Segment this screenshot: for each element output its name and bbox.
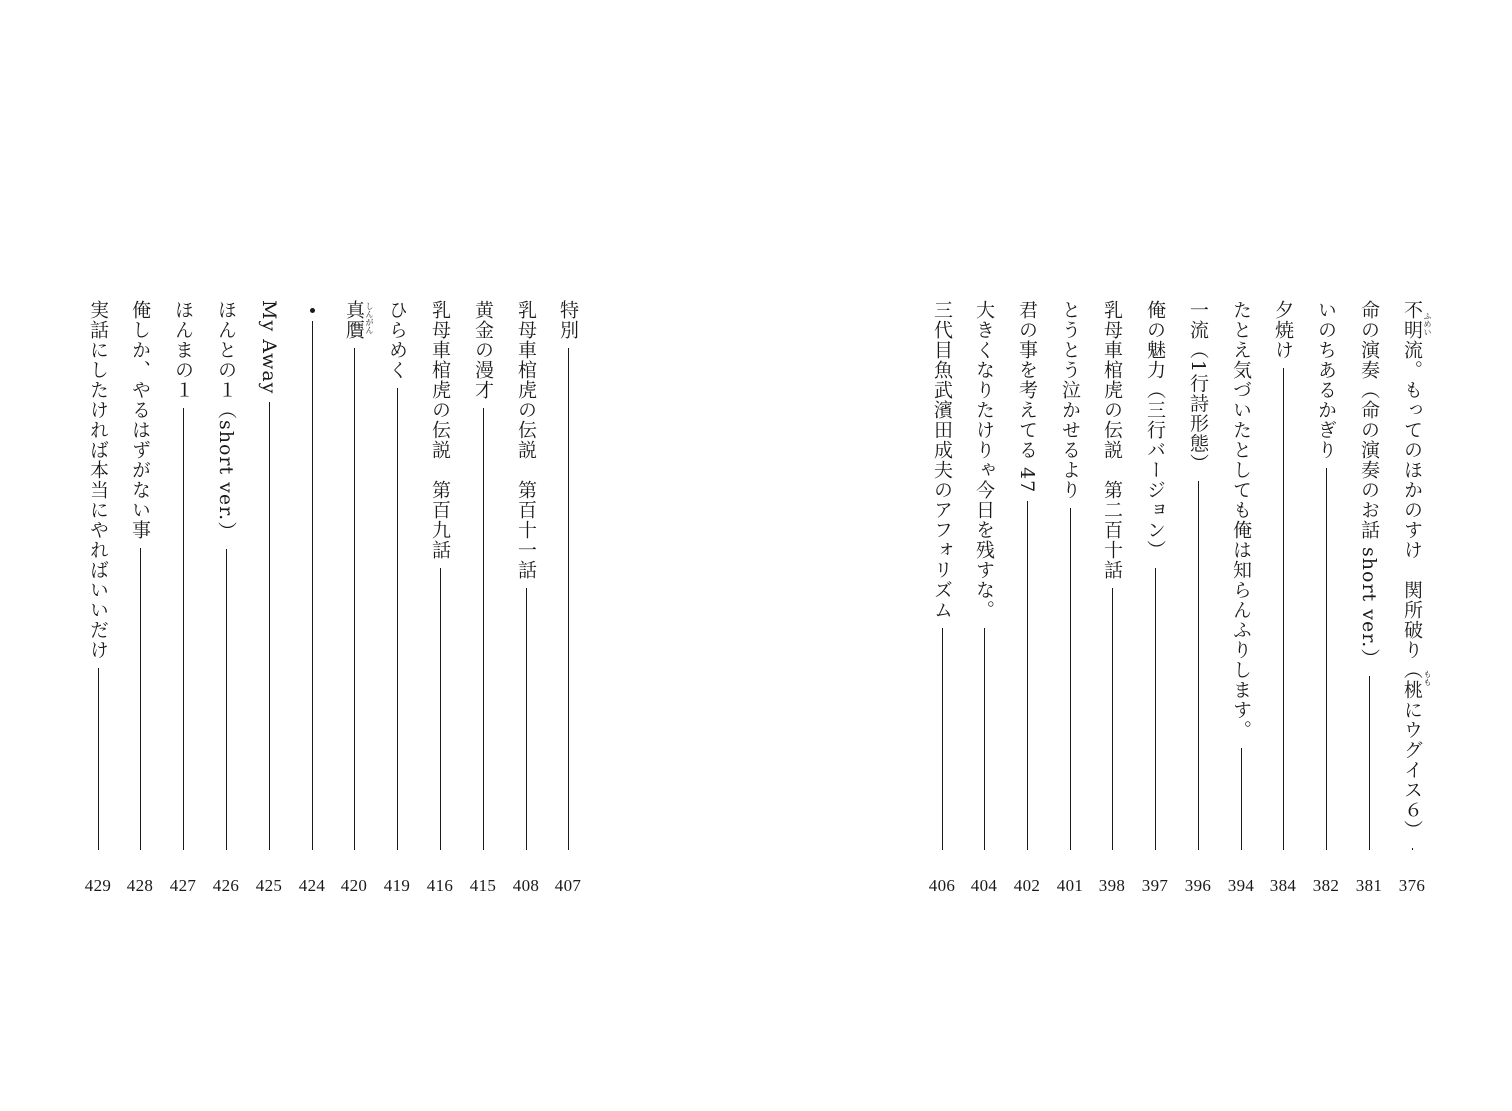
entry-page-number: 376 [1398,876,1426,895]
leader-line [526,588,527,850]
entry-page-number: 427 [169,876,197,895]
toc-entry[interactable] [120,300,160,900]
leader-line [483,408,484,850]
entry-page-number: 424 [298,876,326,895]
toc-entry[interactable] [78,300,118,900]
leader-line [1198,481,1199,850]
leader-line [1241,748,1242,850]
leader-line [397,388,398,850]
entry-page-number: 425 [255,876,283,895]
leader-line [226,549,227,850]
entry-title: たとえ気づいたとしても俺は知らんふりします。 [1230,300,1252,740]
toc-entry[interactable] [292,300,332,900]
toc-entry[interactable] [1392,300,1432,900]
entry-title: 夕焼け [1272,300,1294,360]
leader-line [440,568,441,850]
leader-line [1283,368,1284,850]
entry-title: 大きくなりたけりゃ今日を残すな。 [973,300,995,620]
entry-title: とうとう泣かせるより [1059,300,1081,500]
ruby-annotation: ふめい [1423,312,1432,336]
entry-title: 命の演奏（命の演奏のお話 short ver.） [1358,300,1380,669]
entry-page-number: 426 [212,876,240,895]
leader-line [984,628,985,850]
leader-line [942,628,943,850]
toc-entry[interactable] [334,300,374,900]
leader-line [1070,508,1071,850]
entry-title: 三代目魚武濱田成夫のアフォリズム [931,300,953,620]
entry-title: 真贋 [343,300,365,340]
leader-line [1412,848,1413,850]
entry-page-number: 402 [1013,876,1041,895]
entry-title: 不明流。もってのほかのすけ 関所破り（桃にウグイス６） [1401,300,1423,840]
toc-entry[interactable] [1178,300,1218,900]
entry-page-number: 407 [554,876,582,895]
toc-entry[interactable] [463,300,503,900]
entry-page-number: 420 [340,876,368,895]
entry-page-number: 416 [426,876,454,895]
entry-title: 黄金の漫才 [472,300,494,400]
toc-entry[interactable] [1007,300,1047,900]
toc-entry[interactable] [1221,300,1261,900]
toc-entry[interactable] [377,300,417,900]
entry-page-number: 415 [469,876,497,895]
entry-title: 俺の魅力（三行バージョン） [1144,300,1166,560]
ruby-annotation: もも [1423,670,1432,686]
toc-entry[interactable] [1092,300,1132,900]
entry-page-number: 382 [1312,876,1340,895]
entry-title: 乳母車棺虎の伝説 第百九話 [429,300,451,560]
leader-line [1027,501,1028,850]
entry-page-number: 419 [383,876,411,895]
toc-entry[interactable] [964,300,1004,900]
leader-line [354,348,355,850]
leader-line [269,402,270,850]
toc-entry[interactable] [1349,300,1389,900]
leader-line [183,408,184,850]
toc-entry[interactable] [1306,300,1346,900]
entry-page-number: 397 [1141,876,1169,895]
entry-title: 乳母車棺虎の伝説 第百十一話 [515,300,537,580]
toc-entry[interactable] [922,300,962,900]
leader-line [98,668,99,850]
leader-line [312,321,313,850]
entry-title: ほんまの１ [172,300,194,400]
entry-title: 君の事を考えてる 47 [1016,300,1038,494]
toc-entry[interactable] [506,300,546,900]
entry-title: 俺しか、やるはずがない事 [129,300,151,540]
leader-line [1369,676,1370,850]
toc-entry[interactable] [1050,300,1090,900]
entry-page-number: 404 [970,876,998,895]
entry-title: ほんとの１（short ver.） [215,300,237,542]
entry-page-number: 401 [1056,876,1084,895]
entry-page-number: 396 [1184,876,1212,895]
entry-title: いのちあるかぎり [1315,300,1337,460]
toc-entry[interactable] [1135,300,1175,900]
leader-line [568,348,569,850]
entry-page-number: 384 [1269,876,1297,895]
entry-page-number: 381 [1355,876,1383,895]
toc-entry[interactable] [548,300,588,900]
entry-page-number: 429 [84,876,112,895]
entry-title: 乳母車棺虎の伝説 第二百十話 [1101,300,1123,580]
leader-line [1155,568,1156,850]
leader-line [1326,468,1327,850]
toc-entry[interactable] [163,300,203,900]
entry-page-number: 406 [928,876,956,895]
toc-entry[interactable] [249,300,289,900]
bullet-dot [310,308,315,313]
ruby-annotation: しんがん [365,302,374,334]
entry-title: ひらめく [386,300,408,380]
entry-title: 実話にしたければ本当にやればいいだけ [87,300,109,660]
toc-entry[interactable] [206,300,246,900]
leader-line [1112,588,1113,850]
entry-title: My Away [258,300,280,395]
entry-title: 一流（1行詩形態） [1187,300,1209,474]
entry-page-number: 428 [126,876,154,895]
entry-page-number: 408 [512,876,540,895]
right-page [756,0,1512,1111]
leader-line [140,548,141,850]
entry-title: 特別 [557,300,579,340]
entry-page-number: 394 [1227,876,1255,895]
toc-entry[interactable] [1263,300,1303,900]
toc-entry[interactable] [420,300,460,900]
entry-page-number: 398 [1098,876,1126,895]
